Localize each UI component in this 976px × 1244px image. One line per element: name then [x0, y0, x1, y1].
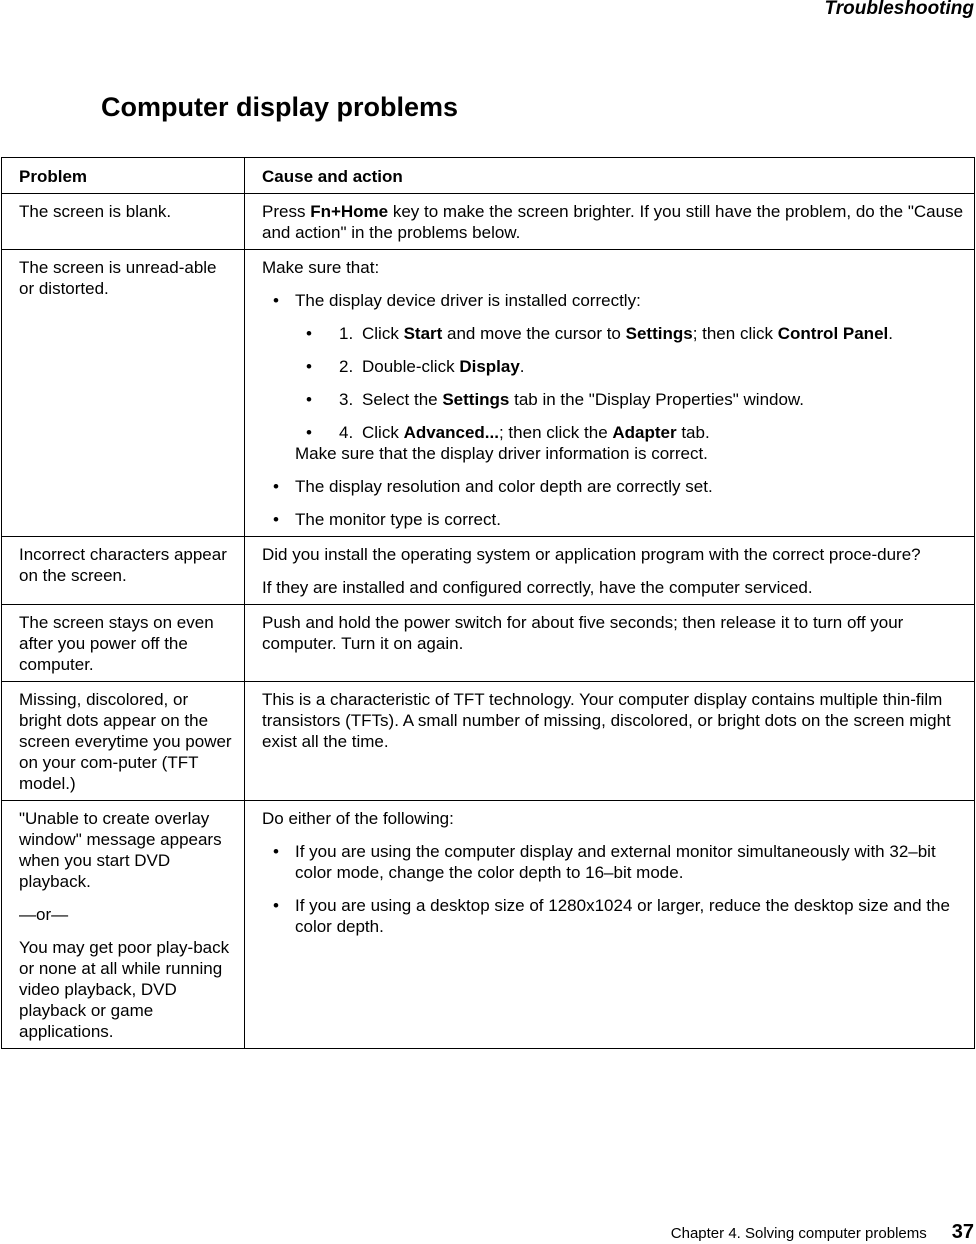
table-header-row — [2, 158, 975, 194]
table-row — [2, 250, 975, 537]
action-cell: This is a characteristic of TFT technology. Your computer display contains multiple thin-film transistors (TFTs). A small number of missing, discolored, or bright dots on the screen might exist all the time. — [245, 682, 975, 801]
list-item: • The monitor type is correct. — [262, 509, 964, 530]
table-row — [2, 194, 975, 250]
table-row — [2, 537, 975, 605]
page-number: 37 — [951, 1221, 974, 1243]
list-item: • 4. Click Advanced...; then click the Adapter tab. — [295, 422, 964, 443]
action-cell: Do either of the following: • If you are using the computer display and external monitor simultaneously with 32–bit color mode, change the color depth to 16–bit mode. • If you are using a desktop size of 1280x1024 or larger, reduce the desktop size and the color depth. — [245, 801, 975, 1049]
column-header-problem: Problem — [2, 158, 245, 194]
page-footer — [671, 1221, 974, 1244]
list-item: • If you are using the computer display and external monitor simultaneously with 32–bit color mode, change the color depth to 16–bit mode. — [262, 841, 964, 883]
action-cell: Push and hold the power switch for about five seconds; then release it to turn off your computer. Turn it on again. — [245, 605, 975, 682]
numbered-steps — [295, 323, 964, 443]
list-item: • 1. Click Start and move the cursor to Settings; then click Control Panel. — [295, 323, 964, 344]
page-title: Computer display problems — [101, 92, 459, 122]
problem-cell: The screen is blank. — [2, 194, 245, 250]
list-item: • If you are using a desktop size of 1280x1024 or larger, reduce the desktop size and the color depth. — [262, 895, 964, 937]
step-note: Make sure that the display driver information is correct. — [295, 444, 708, 463]
problem-cell: Incorrect characters appear on the screen. — [2, 537, 245, 605]
bullet-list — [262, 841, 964, 937]
problem-cell: Missing, discolored, or bright dots appear on the screen everytime you power on your com-puter (TFT model.) — [2, 682, 245, 801]
list-item: • 2. Double-click Display. — [295, 356, 964, 377]
troubleshooting-table — [1, 157, 975, 1049]
problem-cell: "Unable to create overlay window" message appears when you start DVD playback. —or— You may get poor play-back or none at all while running video playback, DVD playback or game applications. — [2, 801, 245, 1049]
table-row — [2, 605, 975, 682]
action-cell: Press Fn+Home key to make the screen brighter. If you still have the problem, do the "Cause and action" in the problems below. — [245, 194, 975, 250]
table-row — [2, 682, 975, 801]
bullet-list — [262, 290, 964, 530]
column-header-cause-action: Cause and action — [245, 158, 975, 194]
list-item: • The display device driver is installed correctly: • 1. Click Start and move the cursor to Settings; then click Control Panel. • 2. Double-click Display. • 3. Select the Settings tab in the "Display Properties" window. • 4. Click Advanced...; then click the Adapter tab. Make sure that the display driver information is correct. — [262, 290, 964, 464]
list-item: • The display resolution and color depth are correctly set. — [262, 476, 964, 497]
list-item: • 3. Select the Settings tab in the "Display Properties" window. — [295, 389, 964, 410]
running-head: Troubleshooting — [824, 0, 974, 19]
table-row — [2, 801, 975, 1049]
chapter-title: Chapter 4. Solving computer problems — [670, 1225, 927, 1242]
action-cell: Did you install the operating system or application program with the correct proce-dure? If they are installed and configured correctly, have the computer serviced. — [245, 537, 975, 605]
problem-cell: The screen stays on even after you power off the computer. — [2, 605, 245, 682]
action-cell: Make sure that: • The display device driver is installed correctly: • 1. Click Start and move the cursor to Settings; then click Control Panel. • 2. Double-click Display. • 3. Select the Settings tab in the "Display Properties" window. • 4. Click Advanced...; then click the Adapter tab. Make sure that the display driver information is correct. • The display resolution and color depth are correctly set. • The monitor type is correct. — [245, 250, 975, 537]
problem-cell: The screen is unread-able or distorted. — [2, 250, 245, 537]
